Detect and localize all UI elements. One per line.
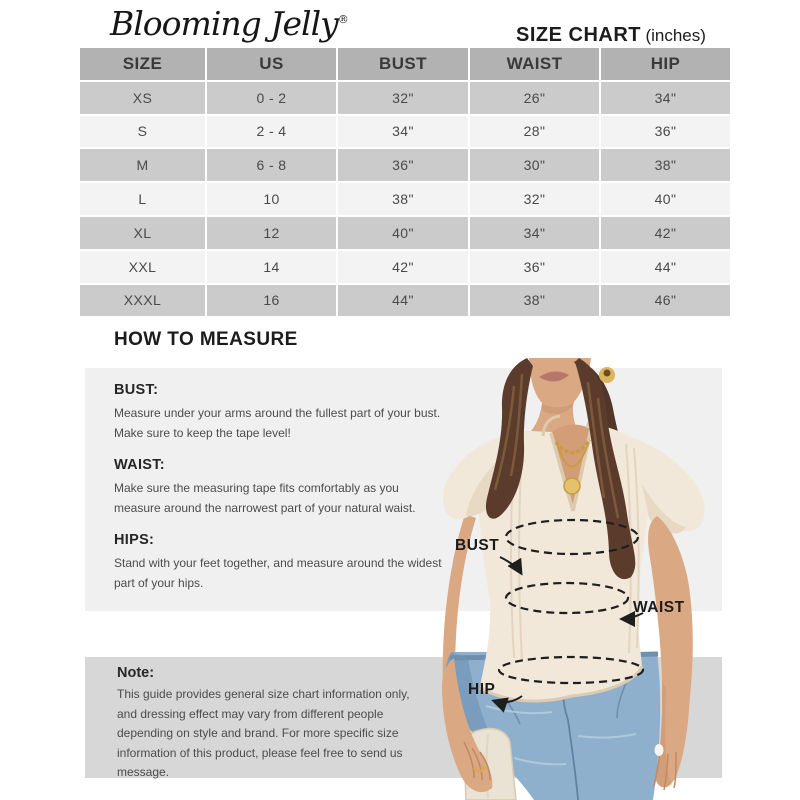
table-cell: XS [80,82,205,114]
bust-section [114,382,470,443]
bust-section-text: Measure under your arms around the fullest part of your bust. [114,406,441,420]
waist-section [114,457,470,518]
table-cell: 38" [601,149,730,181]
table-cell: 14 [207,251,336,283]
table-cell: 36" [338,149,468,181]
size-table [80,48,722,316]
table-cell: 0 - 2 [207,82,336,114]
table-cell: 42" [338,251,468,283]
table-cell: 32" [338,82,468,114]
note-text: and dressing effect may vary from different people [117,706,384,721]
size-chart-title: SIZE CHART [516,24,641,46]
table-cell: S [80,116,205,148]
size-chart-unit: (inches) [645,26,706,45]
brand-name: Blooming Jelly [110,4,338,43]
table-cell: 44" [601,251,730,283]
table-cell: 30" [470,149,599,181]
table-cell: 36" [601,116,730,148]
table-cell: 46" [601,285,730,317]
table-cell: XL [80,217,205,249]
table-cell: 34" [338,116,468,148]
hips-section-text: Stand with your feet together, and measure around the widest [114,556,442,570]
table-cell: L [80,183,205,215]
registered-trademark-icon: ® [337,13,348,26]
note-text: This guide provides general size chart information only, [117,687,410,701]
table-cell: XXXL [80,285,205,317]
table-cell: 42" [601,217,730,249]
table-cell: 28" [470,116,599,148]
column-header-waist: WAIST [470,48,599,80]
hoop-earring [599,367,615,383]
table-cell: 6 - 8 [207,149,336,181]
note-text: information of this product, please feel free to send us [117,745,403,760]
bust-section-label: BUST: [114,382,159,398]
waist-section-label: WAIST: [114,457,165,473]
note-text: depending on style and brand. For more specific size [117,726,399,740]
bust-figure-label: BUST [455,537,500,554]
waist-figure-label: WAIST [633,599,685,616]
note-label: Note: [117,665,155,681]
hip-figure-label: HIP [468,681,496,698]
table-cell: 2 - 4 [207,116,336,148]
table-cell: 32" [470,183,599,215]
table-cell: XXL [80,251,205,283]
waist-section-text: Make sure the measuring tape fits comfortably as you [114,481,399,495]
column-header-us: US [207,48,336,80]
column-header-size: SIZE [80,48,205,80]
table-cell: 36" [470,251,599,283]
table-cell: 34" [470,217,599,249]
table-cell: 34" [601,82,730,114]
page-title [516,24,706,47]
waist-section-text: measure around the narrowest part of your natural waist. [114,501,416,515]
hips-section [114,532,470,593]
table-cell: 44" [338,285,468,317]
table-cell: M [80,149,205,181]
table-cell: 26" [470,82,599,114]
note-text: message. [117,765,170,779]
white-fingernail [655,744,664,756]
table-cell: 38" [470,285,599,317]
table-cell: 40" [338,217,468,249]
hips-section-label: HIPS: [114,532,155,548]
table-cell: 38" [338,183,468,215]
hips-section-text: part of your hips. [114,576,204,590]
bust-section-text: Make sure to keep the tape level! [114,426,291,440]
note-block [117,665,473,783]
column-header-hip: HIP [601,48,730,80]
table-cell: 12 [207,217,336,249]
table-cell: 40" [601,183,730,215]
how-to-measure-title: HOW TO MEASURE [114,329,298,350]
brand-logo [110,4,348,43]
table-cell: 10 [207,183,336,215]
table-cell: 16 [207,285,336,317]
model-photo [430,358,800,800]
column-header-bust: BUST [338,48,468,80]
